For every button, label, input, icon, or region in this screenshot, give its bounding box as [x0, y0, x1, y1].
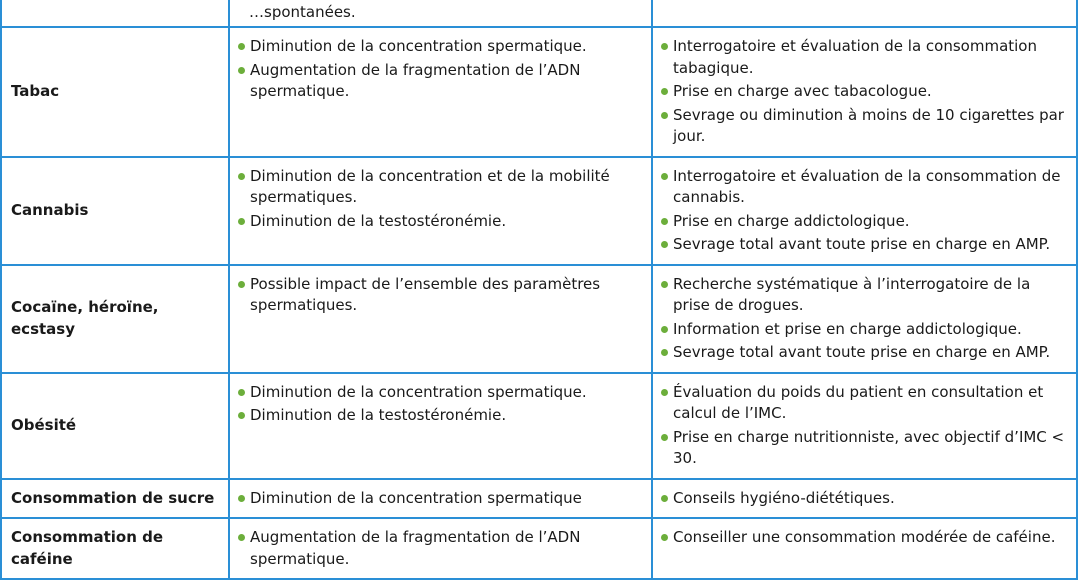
effect-text: Diminution de la testostéronémie.	[250, 406, 507, 424]
effect-text: Diminution de la testostéronémie.	[250, 211, 507, 230]
effect-text: …spontanées.	[249, 3, 356, 21]
list-item	[661, 488, 1068, 510]
actions-cell	[653, 374, 1078, 478]
bullet-icon	[238, 218, 245, 225]
factor-label: Consommation de caféine	[11, 528, 164, 568]
bullet-icon	[661, 173, 668, 180]
bullet-icon	[661, 326, 668, 333]
list-item	[661, 166, 1068, 209]
effects-cell	[230, 519, 653, 578]
effect-text: Augmentation de la fragmentation de l’ADN spermatique.	[250, 60, 581, 100]
bullet-icon	[661, 112, 668, 119]
effect-text: Diminution de la concentration spermatique	[250, 488, 582, 507]
table-row	[0, 374, 1078, 480]
bullet-icon	[238, 43, 245, 50]
effect-text: Diminution de la concentration spermatique.	[250, 382, 587, 401]
bullet-icon	[238, 412, 245, 419]
action-text: Sevrage total avant toute prise en charge en AMP.	[673, 343, 1051, 361]
action-text: Sevrage ou diminution à moins de 10 cigarettes par jour.	[673, 105, 1064, 145]
table-row	[0, 519, 1078, 580]
factor-cell	[0, 519, 230, 578]
factor-label: Cannabis	[11, 200, 89, 219]
list-item	[238, 488, 643, 510]
bullet-icon	[238, 281, 245, 288]
effect-text: Possible impact de l’ensemble des paramètres spermatiques.	[250, 274, 601, 314]
action-text: Évaluation du poids du patient en consultation et calcul de l’IMC.	[673, 382, 1044, 422]
bullet-icon	[661, 534, 668, 541]
bullet-icon	[661, 389, 668, 396]
table-row	[0, 266, 1078, 374]
factor-cell	[0, 480, 230, 518]
bullet-icon	[238, 495, 245, 502]
effects-cell	[230, 480, 653, 518]
list-item	[661, 36, 1068, 79]
factor-cell	[0, 266, 230, 372]
list-item	[238, 274, 643, 317]
table-row	[0, 158, 1078, 266]
bullet-icon	[238, 534, 245, 541]
factor-label: Consommation de sucre	[11, 488, 215, 507]
bullet-icon	[238, 173, 245, 180]
action-text: Prise en charge avec tabacologue.	[673, 82, 932, 100]
list-item	[661, 105, 1068, 148]
effects-cell	[230, 0, 653, 26]
actions-cell	[653, 28, 1078, 156]
table-row	[0, 480, 1078, 520]
bullet-icon	[661, 241, 668, 248]
list-item	[661, 234, 1068, 256]
list-item	[238, 2, 643, 24]
bullet-icon	[238, 389, 245, 396]
effect-text: Diminution de la concentration spermatique.	[250, 37, 587, 55]
action-text: Sevrage total avant toute prise en charge en AMP.	[673, 235, 1051, 253]
effect-text: Augmentation de la fragmentation de l’ADN spermatique.	[250, 528, 581, 568]
effects-cell	[230, 158, 653, 264]
list-item	[238, 527, 643, 570]
list-item	[238, 60, 643, 103]
factor-cell	[0, 28, 230, 156]
factor-cell	[0, 374, 230, 478]
list-item	[661, 211, 1068, 233]
list-item	[661, 527, 1068, 549]
effects-cell	[230, 266, 653, 372]
list-item	[661, 342, 1068, 364]
list-item	[661, 319, 1068, 341]
table-row	[0, 28, 1078, 158]
bullet-icon	[661, 88, 668, 95]
table-row-partial	[0, 0, 1078, 28]
factor-cell	[0, 158, 230, 264]
action-text: Interrogatoire et évaluation de la consommation tabagique.	[673, 37, 1037, 77]
bullet-icon	[661, 495, 668, 502]
action-text: Prise en charge nutritionniste, avec objectif d’IMC < 30.	[673, 427, 1065, 467]
action-text: Information et prise en charge addictologique.	[673, 319, 1022, 338]
action-text: Interrogatoire et évaluation de la consommation de cannabis.	[673, 166, 1061, 206]
effects-cell	[230, 374, 653, 478]
actions-cell	[653, 480, 1078, 518]
effects-cell	[230, 28, 653, 156]
list-item	[238, 405, 643, 427]
bullet-icon	[661, 281, 668, 288]
actions-cell	[653, 158, 1078, 264]
list-item	[661, 81, 1068, 103]
list-item	[661, 274, 1068, 317]
action-text: Conseils hygiéno-diététiques.	[673, 488, 895, 507]
bullet-icon	[661, 434, 668, 441]
actions-cell	[653, 0, 1078, 26]
factor-cell	[0, 0, 230, 26]
list-item	[238, 211, 643, 233]
list-item	[238, 382, 643, 404]
factor-label: Cocaïne, héroïne, ecstasy	[11, 298, 159, 338]
factor-label: Tabac	[11, 82, 60, 100]
effect-text: Diminution de la concentration et de la mobilité spermatiques.	[250, 166, 610, 206]
bullet-icon	[238, 67, 245, 74]
action-text: Recherche systématique à l’interrogatoire de la prise de drogues.	[673, 274, 1031, 314]
list-item	[238, 166, 643, 209]
action-text: Conseiller une consommation modérée de caféine.	[673, 528, 1056, 546]
bullet-icon	[661, 43, 668, 50]
bullet-icon	[661, 218, 668, 225]
actions-cell	[653, 266, 1078, 372]
factor-label: Obésité	[11, 415, 77, 434]
actions-cell	[653, 519, 1078, 578]
list-item	[238, 36, 643, 58]
list-item	[661, 427, 1068, 470]
list-item	[661, 382, 1068, 425]
bullet-icon	[661, 349, 668, 356]
action-text: Prise en charge addictologique.	[673, 211, 910, 230]
